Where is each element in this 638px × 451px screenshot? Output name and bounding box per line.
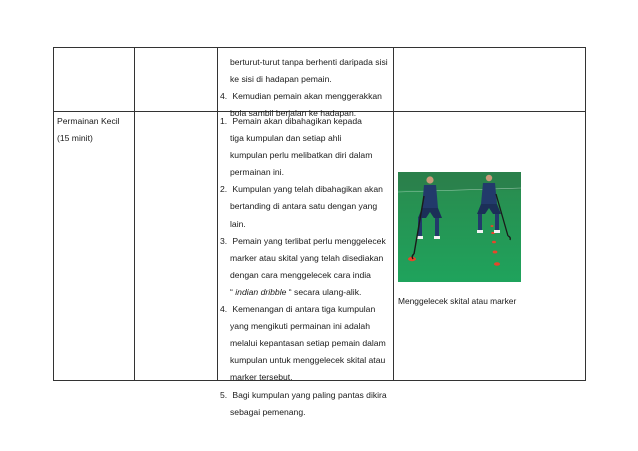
step-number: 3. (220, 235, 228, 246)
step-number: 5. (220, 389, 228, 400)
table-border-right (585, 47, 586, 381)
text-line: berturut-turut tanpa berhenti daripada sisi (230, 57, 388, 67)
photo-caption: Menggelecek skital atau marker (398, 296, 517, 306)
text-line: Bagi kumpulan yang paling pantas dikira (232, 389, 387, 400)
activity-duration: (15 minit) (57, 133, 93, 144)
step-number: 4. (220, 91, 228, 102)
text-line: sebagai pemenang. (230, 406, 306, 417)
step-number: 4. (220, 304, 228, 315)
hockey-players-illustration (398, 172, 521, 282)
table-col-divider (134, 47, 135, 381)
text-line: ke sisi di hadapan pemain. (230, 74, 332, 85)
text-line: bola sambil berjalan ke hadapan. (230, 108, 357, 119)
text-line: yang mengikuti permainan ini adalah (230, 321, 370, 332)
step-item (220, 113, 387, 130)
step-number: 1. (220, 116, 228, 126)
text-line: Kemudian pemain akan menggerakkan (232, 91, 382, 102)
table-col-divider (217, 47, 218, 381)
step-item (220, 181, 387, 198)
text-line: permainan ini. (230, 167, 284, 178)
table-border-left (53, 47, 54, 381)
table-col-divider (393, 47, 394, 381)
dribbling-photo (398, 172, 521, 282)
text-line: marker tersebut. (230, 372, 293, 383)
text-line: bertanding di antara satu dengan yang (230, 201, 378, 212)
text-line: kumpulan untuk menggelecek skital atau (230, 355, 386, 366)
table-border-top (53, 47, 586, 48)
step-number: 2. (220, 184, 228, 195)
row2-activity-cell (57, 113, 120, 147)
text-line: kumpulan perlu melibatkan diri dalam (230, 150, 373, 161)
turf-far-field (398, 172, 521, 190)
quote-open: “ (230, 286, 233, 297)
text-tail: secara ulang-alik. (294, 286, 362, 297)
text-line: Pemain akan dibahagikan kepada (232, 116, 362, 126)
text-line: tiga kumpulan dan setiap ahli (230, 133, 342, 144)
text-line: dengan cara menggelecek cara india (230, 269, 371, 280)
italic-term: indian dribble (235, 286, 287, 297)
activity-name: Permainan Kecil (57, 116, 120, 126)
text-line (220, 284, 387, 301)
text-line: Kemenangan di antara tiga kumpulan (232, 304, 376, 315)
step-item (220, 88, 388, 105)
text-line: melalui kepantasan setiap pemain dalam (230, 338, 386, 349)
text-line: lain. (230, 218, 246, 229)
row2-method-cell (220, 113, 387, 421)
text-line: Kumpulan yang telah dibahagikan akan (232, 184, 383, 195)
step-item (220, 233, 387, 250)
step-item (220, 301, 387, 318)
text-line: Pemain yang terlibat perlu menggelecek (232, 235, 386, 246)
quote-close: “ (288, 286, 292, 297)
step-item (220, 387, 387, 404)
text-line: marker atau skital yang telah disediakan (230, 252, 384, 263)
